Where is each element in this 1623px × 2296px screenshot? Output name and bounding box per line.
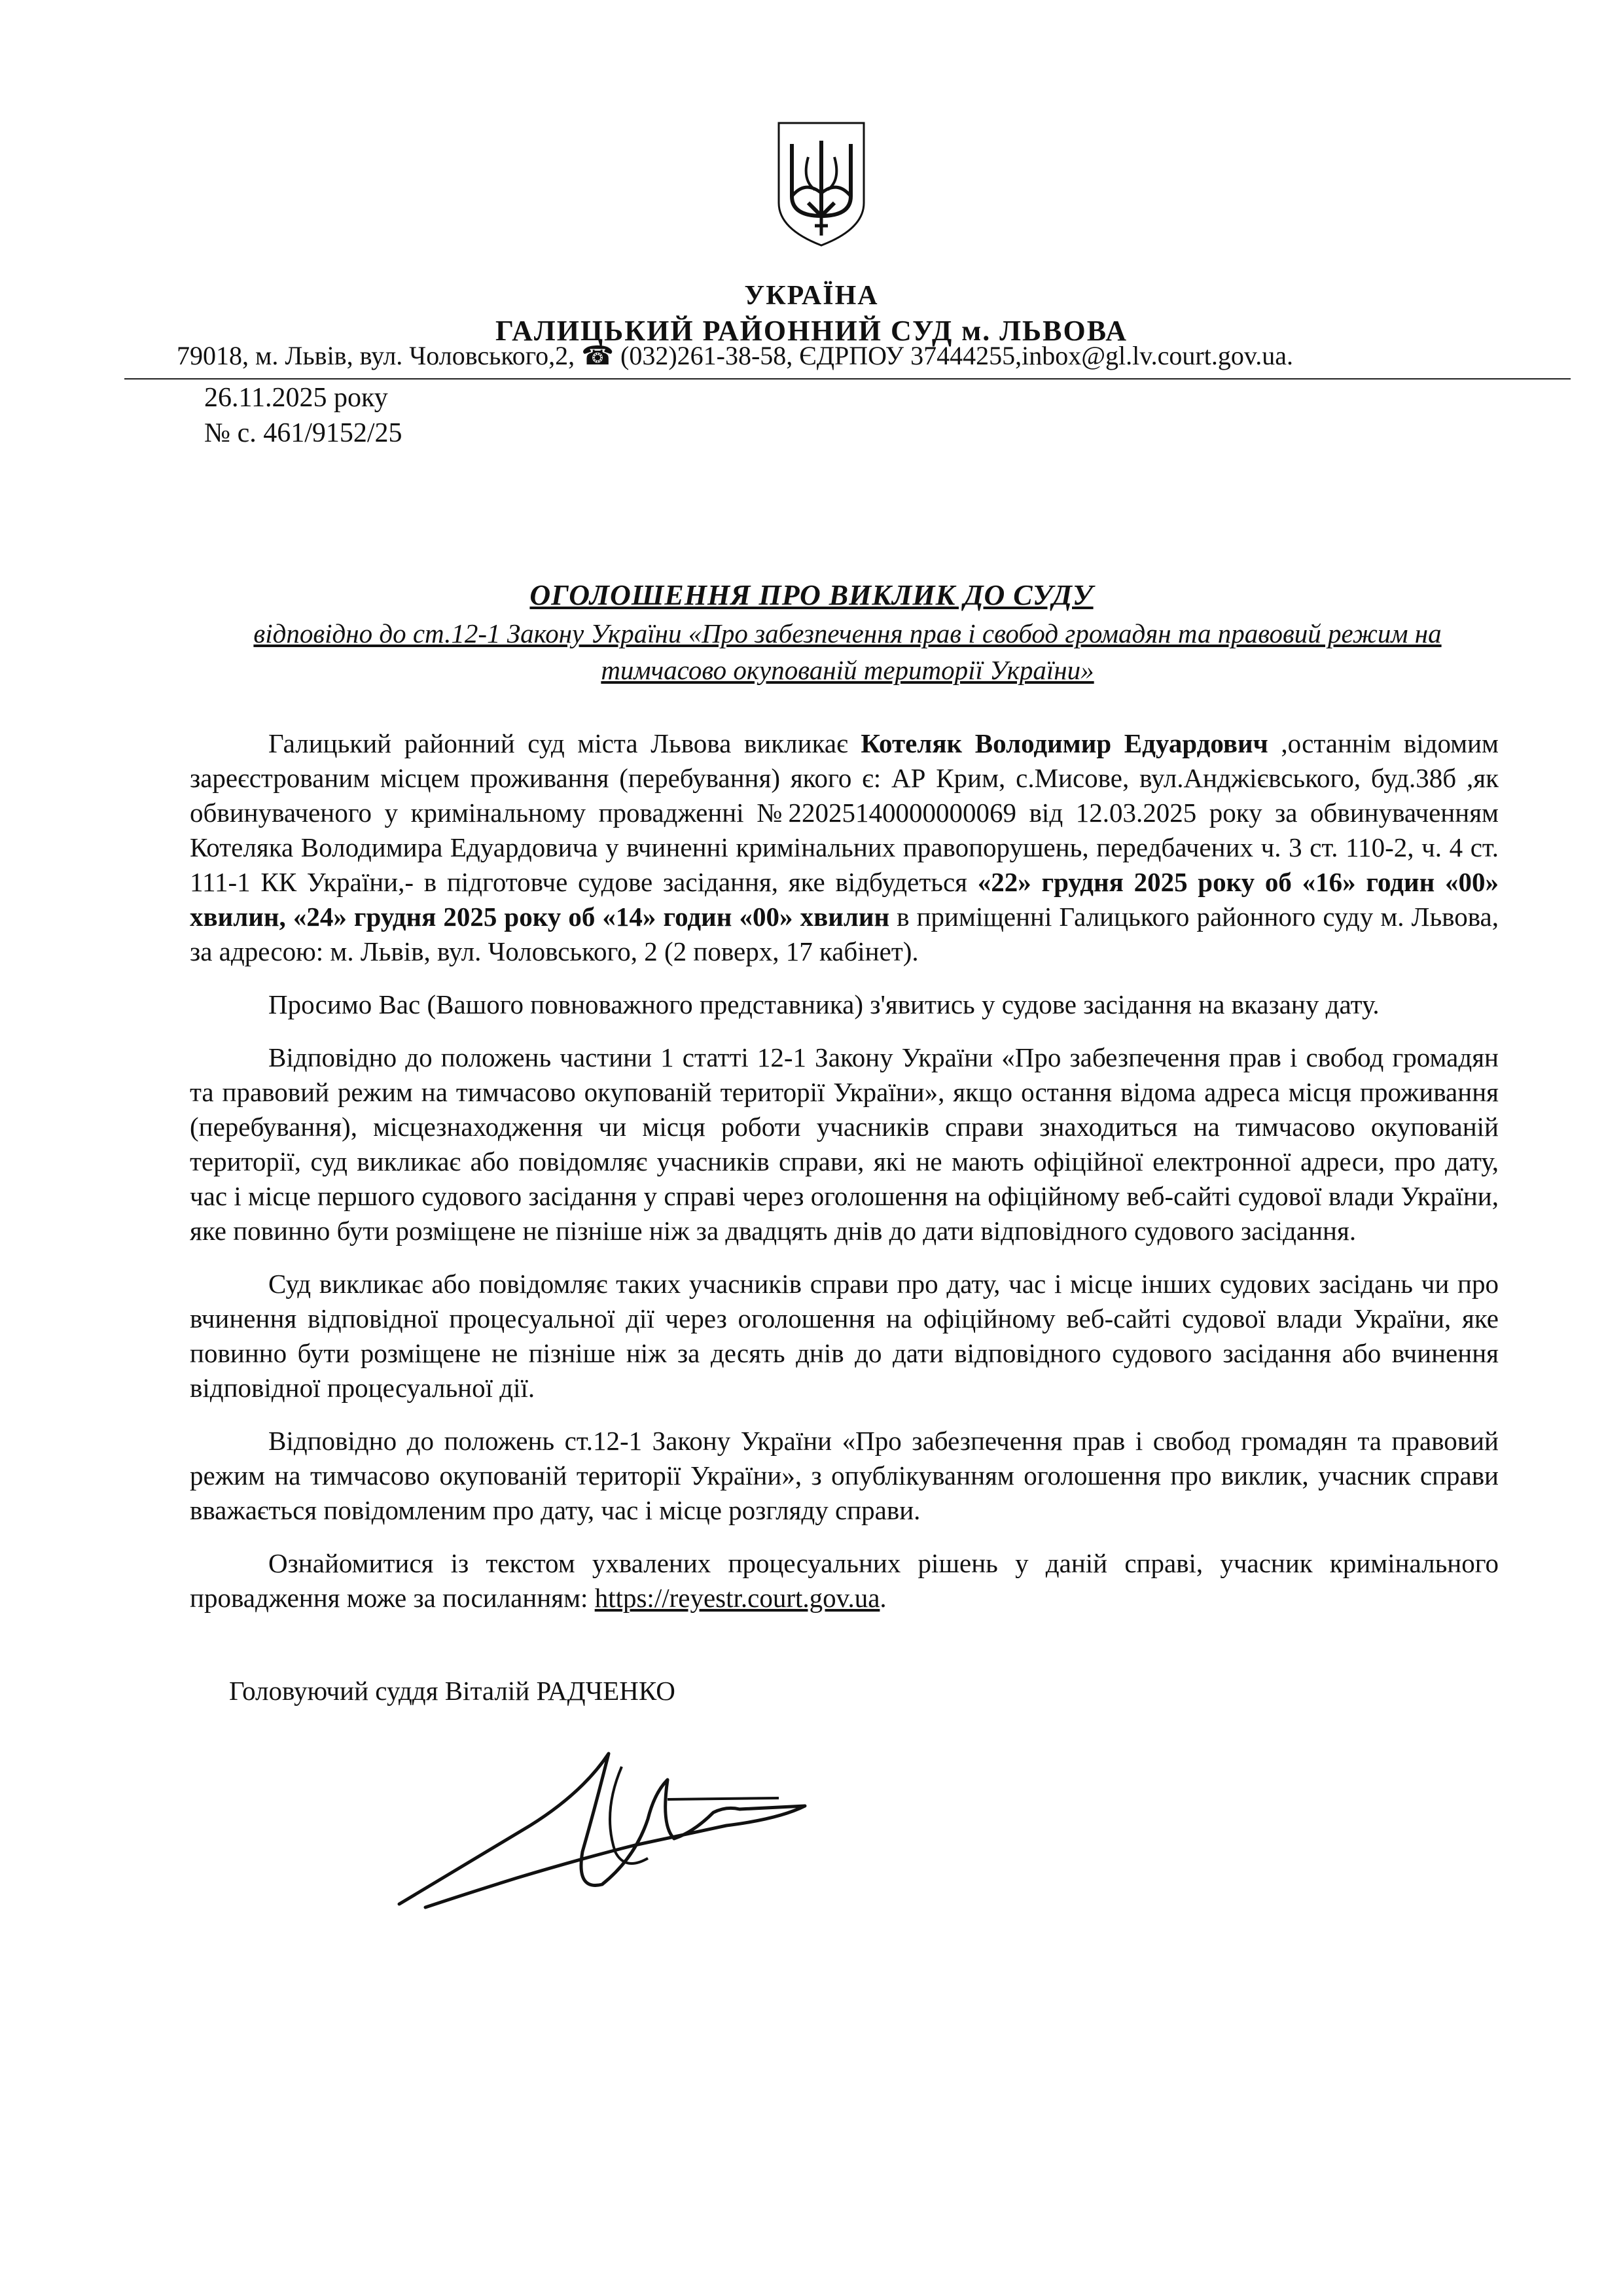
hearing-datetime: «22» грудня 2025 року об «16» годин «00» хвилин, «24» грудня 2025 року об «14» годин «00» хвилин: [190, 867, 1499, 932]
signature-image: [386, 1727, 831, 1917]
document-date: 26.11.2025 року: [204, 383, 388, 413]
country-name: УКРАЇНА: [744, 281, 879, 311]
court-phone: (032)261-38-58,: [620, 341, 793, 370]
document-subtitle: відповідно до ст.12-1 Закону України «Про забезпечення прав і свобод громадян та правовий режим на тимчасово окупованій території України»: [253, 618, 1442, 685]
paragraph-registry: [190, 1546, 1499, 1616]
summons-text-2: ,останнім відомим зареєстрованим місцем проживання (перебування) якого є: АР Крим, с.Мисове, вул.Анджієвського, буд.38б ,як обвинуваченого у кримінальному провадженні №22025140000000069 від 12.03.2025 року за обвинуваченням Котеляка Володимира Едуардовича у вчиненні кримінальних правопорушень, передбачених ч. 3 ст. 110-2, ч. 4 ст. 111-1 КК України,- в підготовче судове засідання, яке відбудеться: [190, 728, 1499, 897]
registry-text: Ознайомитися із текстом ухвалених процесуальних рішень у даній справі, учасник кримінального провадження може за посиланням:: [190, 1548, 1499, 1613]
paragraph-law-3: Відповідно до положень ст.12-1 Закону України «Про забезпечення прав і свобод громадян та правовий режим на тимчасово окупованій території України», з опублікуванням оголошення про виклик, учасник справи вважається повідомленим про дату, час і місце розгляду справи.: [190, 1426, 1499, 1525]
summons-text-3: в приміщенні Галицького районного суду м. Львова, за адресою: м. Львів, вул. Чоловського, 2 (2 поверх, 17 кабінет).: [190, 902, 1499, 966]
document-body: [190, 726, 1499, 1634]
paragraph-summons: [190, 726, 1499, 969]
court-address: 79018, м. Львів, вул. Чоловського,2,: [177, 341, 575, 370]
header-divider: [124, 378, 1571, 380]
judge-name: Головуючий суддя Віталій РАДЧЕНКО: [229, 1676, 675, 1706]
court-email: inbox@gl.lv.court.gov.ua.: [1022, 341, 1294, 370]
paragraph-request: Просимо Вас (Вашого повноважного представника) з'явитись у судове засідання на вказану дату.: [268, 989, 1380, 1019]
paragraph-law-1: Відповідно до положень частини 1 статті 12-1 Закону України «Про забезпечення прав і свобод громадян та правовий режим на тимчасово окупованій території України», якщо остання відома адреса місця проживання (перебування), місцезнаходження чи місця роботи учасників справи знаходиться на тимчасово окупованій території, суд викликає або повідомляє учасників справи, які не мають офіційної електронної адреси, про дату, час і місце першого судового засідання у справі через оголошення на офіційному веб-сайті судової влади України, яке повинно бути розміщене не пізніше ніж за двадцять днів до дати відповідного судового засідання.: [190, 1042, 1499, 1246]
case-number: № с. 461/9152/25: [204, 418, 402, 448]
court-name: ГАЛИЦЬКИЙ РАЙОННИЙ СУД м. ЛЬВОВА: [495, 315, 1128, 347]
defendant-name: Котеляк Володимир Едуардович: [861, 728, 1268, 758]
paragraph-law-2: Суд викликає або повідомляє таких учасників справи про дату, час і місце інших судових засідань чи про вчинення відповідної процесуальної дії через оголошення на офіційному веб-сайті судової влади України, яке повинно бути розміщене не пізніше ніж за десять днів до дати відповідного судового засідання або вчинення відповідної процесуальної дії.: [190, 1269, 1499, 1403]
summons-text-1: Галицький районний суд міста Львова викликає: [268, 728, 861, 758]
phone-icon: ☎: [581, 341, 615, 370]
trident-emblem: [772, 118, 870, 249]
court-contact-line: [177, 340, 1577, 371]
registry-end: .: [880, 1583, 887, 1613]
court-edrpou: ЄДРПОУ 37444255,: [799, 341, 1022, 370]
document-title: ОГОЛОШЕННЯ ПРО ВИКЛИК ДО СУДУ: [529, 579, 1094, 611]
registry-link[interactable]: https://reyestr.court.gov.ua: [594, 1583, 880, 1613]
